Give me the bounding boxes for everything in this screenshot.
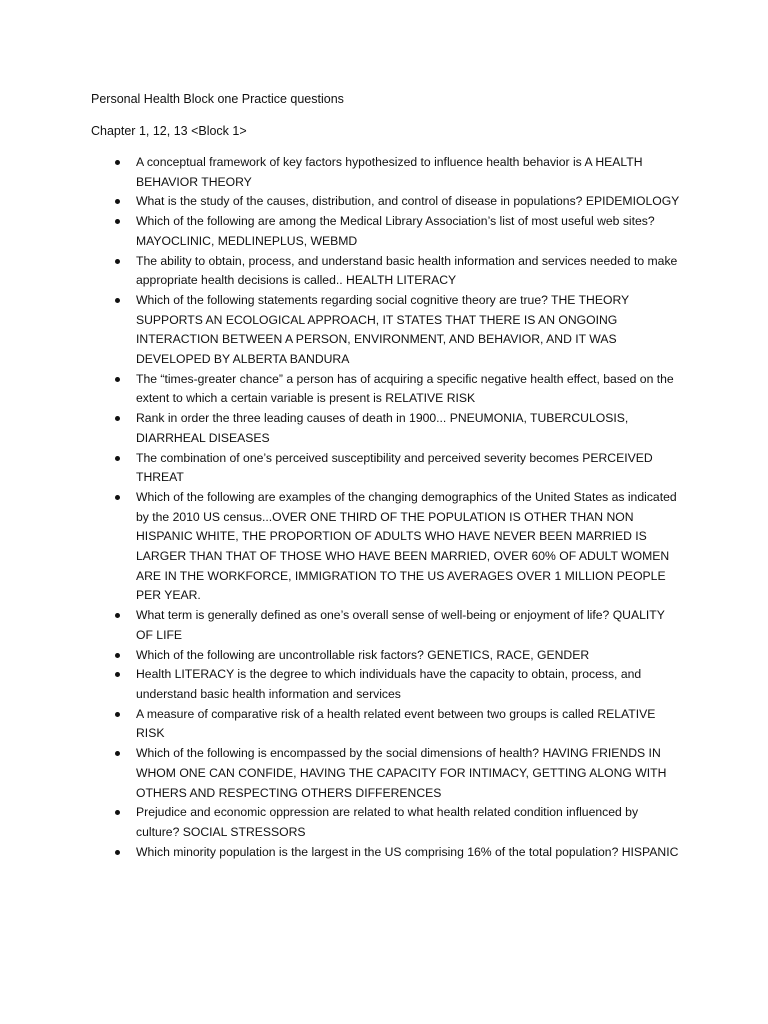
question-text: Which of the following are uncontrollable risk factors? GENETICS, RACE, GENDER xyxy=(136,647,590,662)
question-text: Which minority population is the largest in the US comprising 16% of the total population? HISPANIC xyxy=(136,844,679,859)
question-text: A conceptual framework of key factors hypothesized to influence health behavior is A HEALTH BEHAVIOR THEORY xyxy=(136,155,643,189)
question-text: Which of the following is encompassed by the social dimensions of health? HAVING FRIENDS IN WHOM ONE CAN CONFIDE, HAVING THE CAPACITY FOR INTIMACY, GETTING ALONG WITH OTHERS AND RESPECTING OTHERS DIFFERENCES xyxy=(136,746,667,800)
list-item xyxy=(115,409,680,448)
bullet-icon xyxy=(115,298,120,303)
chapter-heading: Chapter 1, 12, 13 <Block 1> xyxy=(91,124,247,138)
question-text: The ability to obtain, process, and understand basic health information and services needed to make appropriate health decisions is called.. HEALTH LITERACY xyxy=(136,253,678,288)
list-item xyxy=(115,212,680,251)
list-item xyxy=(115,291,680,370)
bullet-icon xyxy=(115,219,120,224)
bullet-icon xyxy=(115,613,120,618)
bullet-icon xyxy=(115,495,120,500)
question-text: Which of the following are among the Medical Library Association’s list of most useful web sites? MAYOCLINIC, MEDLINEPLUS, WEBMD xyxy=(136,214,655,248)
bullet-icon xyxy=(115,751,120,756)
document-title: Personal Health Block one Practice questions xyxy=(91,92,344,106)
bullet-icon xyxy=(115,377,120,382)
bullet-icon xyxy=(115,259,120,264)
bullet-icon xyxy=(115,416,120,421)
bullet-icon xyxy=(115,199,120,204)
question-text: A measure of comparative risk of a health related event between two groups is called RELATIVE RISK xyxy=(136,706,656,741)
question-text: Rank in order the three leading causes of death in 1900... PNEUMONIA, TUBERCULOSIS, DIARRHEAL DISEASES xyxy=(136,411,629,445)
list-item xyxy=(115,449,680,488)
list-item xyxy=(115,646,680,666)
bullet-icon xyxy=(115,712,120,717)
list-item xyxy=(115,153,680,192)
list-item xyxy=(115,843,680,863)
list-item xyxy=(115,370,680,409)
list-item xyxy=(115,803,680,842)
bullet-icon xyxy=(115,672,120,677)
list-item xyxy=(115,744,680,803)
question-text: Health LITERACY is the degree to which individuals have the capacity to obtain, process, and understand basic health information and services xyxy=(136,667,642,701)
list-item xyxy=(115,192,680,212)
question-text: The combination of one’s perceived susceptibility and perceived severity becomes PERCEIVED THREAT xyxy=(136,450,653,485)
list-item xyxy=(115,665,680,704)
question-text: What term is generally defined as one’s overall sense of well-being or enjoyment of life? QUALITY OF LIFE xyxy=(136,608,665,642)
question-list xyxy=(115,153,680,862)
question-text: The “times-greater chance” a person has of acquiring a specific negative health effect, based on the extent to which a certain variable is present is RELATIVE RISK xyxy=(136,371,674,406)
question-text: What is the study of the causes, distribution, and control of disease in populations? EPIDEMIOLOGY xyxy=(136,194,680,209)
list-item xyxy=(115,252,680,291)
bullet-icon xyxy=(115,810,120,815)
bullet-icon xyxy=(115,160,120,165)
bullet-icon xyxy=(115,456,120,461)
bullet-icon xyxy=(115,850,120,855)
question-text: Which of the following statements regarding social cognitive theory are true? THE THEORY SUPPORTS AN ECOLOGICAL APPROACH, IT STATES THAT THERE IS AN ONGOING INTERACTION BETWEEN A PERSON, ENVIRONMENT, AND BEHAVIOR, AND IT WAS DEVELOPED BY ALBERTA BANDURA xyxy=(136,292,629,367)
list-item xyxy=(115,606,680,645)
list-item xyxy=(115,488,680,606)
bullet-icon xyxy=(115,653,120,658)
question-text: Prejudice and economic oppression are related to what health related condition influenced by culture? SOCIAL STRESSORS xyxy=(136,805,639,839)
question-text: Which of the following are examples of the changing demographics of the United States as indicated by the 2010 US census...OVER ONE THIRD OF THE POPULATION IS OTHER THAN NON HISPANIC WHITE, THE PROPORTION OF ADULTS WHO HAVE NEVER BEEN MARRIED IS LARGER THAN THAT OF THOSE WHO HAVE BEEN MARRIED, OVER 60% OF ADULT WOMEN ARE IN THE WORKFORCE, IMMIGRATION TO THE US AVERAGES OVER 1 MILLION PEOPLE PER YEAR. xyxy=(136,489,677,603)
list-item xyxy=(115,705,680,744)
